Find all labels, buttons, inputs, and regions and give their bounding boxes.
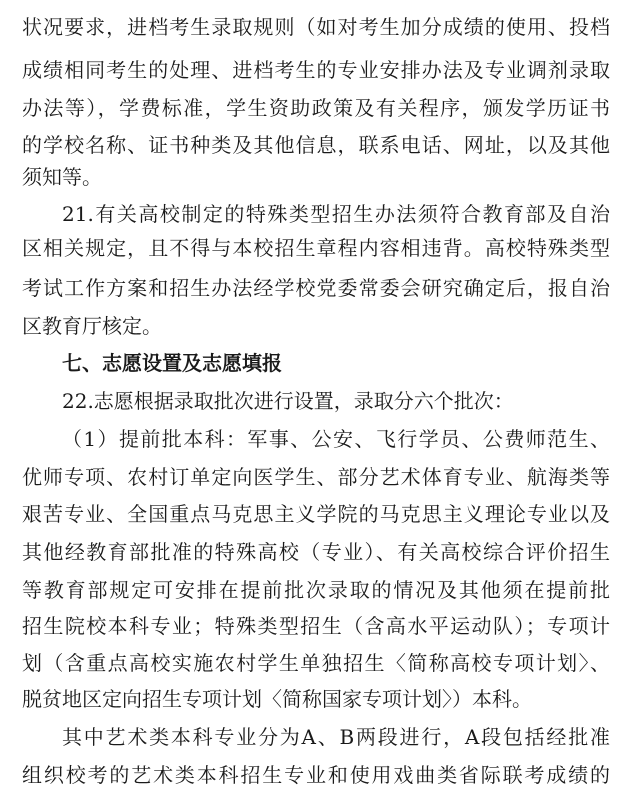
paragraph-line: 的学校名称、证书种类及其他信息，联系电话、网址，以及其他 <box>22 133 610 157</box>
paragraph-line: 22.志愿根据录取批次进行设置，录取分六个批次： <box>62 389 514 413</box>
paragraph-line: 状况要求，进档考生录取规则（如对考生加分成绩的使用、投档 <box>22 15 610 39</box>
paragraph-line: 组织校考的艺术类本科招生专业和使用戏曲类省际联考成绩的 <box>22 763 610 787</box>
paragraph-line: 考试工作方案和招生办法经学校党委常委会研究确定后，报自治 <box>22 276 610 300</box>
paragraph-line: 区教育厅核定。 <box>22 314 162 338</box>
paragraph-line: 其他经教育部批准的特殊高校（专业）、有关高校综合评价招生 <box>22 540 610 564</box>
section-heading: 七、志愿设置及志愿填报 <box>62 351 282 375</box>
paragraph-line: 等教育部规定可安排在提前批次录取的情况及其他须在提前批 <box>22 578 610 602</box>
paragraph-line: 划（含重点高校实施农村学生单独招生〈简称高校专项计划〉、 <box>22 651 610 675</box>
paragraph-line: 区相关规定，且不得与本校招生章程内容相违背。高校特殊类型 <box>22 236 610 260</box>
paragraph-line: （1）提前批本科：军事、公安、飞行学员、公费师范生、 <box>62 427 610 451</box>
paragraph-line: 办法等），学费标准，学生资助政策及有关程序，颁发学历证书 <box>22 96 610 120</box>
paragraph-line: 脱贫地区定向招生专项计划〈简称国家专项计划〉）本科。 <box>22 687 532 711</box>
paragraph-line: 优师专项、农村订单定向医学生、部分艺术体育专业、航海类等 <box>22 465 610 489</box>
paragraph-line: 其中艺术类本科专业分为A、B两段进行，A段包括经批准 <box>62 725 610 749</box>
paragraph-line: 艰苦专业、全国重点马克思主义学院的马克思主义理论专业以及 <box>22 502 610 526</box>
paragraph-line: 须知等。 <box>22 165 102 189</box>
paragraph-line: 成绩相同考生的处理、进档考生的专业安排办法及专业调剂录取 <box>22 58 610 82</box>
paragraph-line: 招生院校本科专业；特殊类型招生（含高水平运动队）；专项计 <box>22 614 610 638</box>
paragraph-line: 21.有关高校制定的特殊类型招生办法须符合教育部及自治 <box>62 202 610 226</box>
